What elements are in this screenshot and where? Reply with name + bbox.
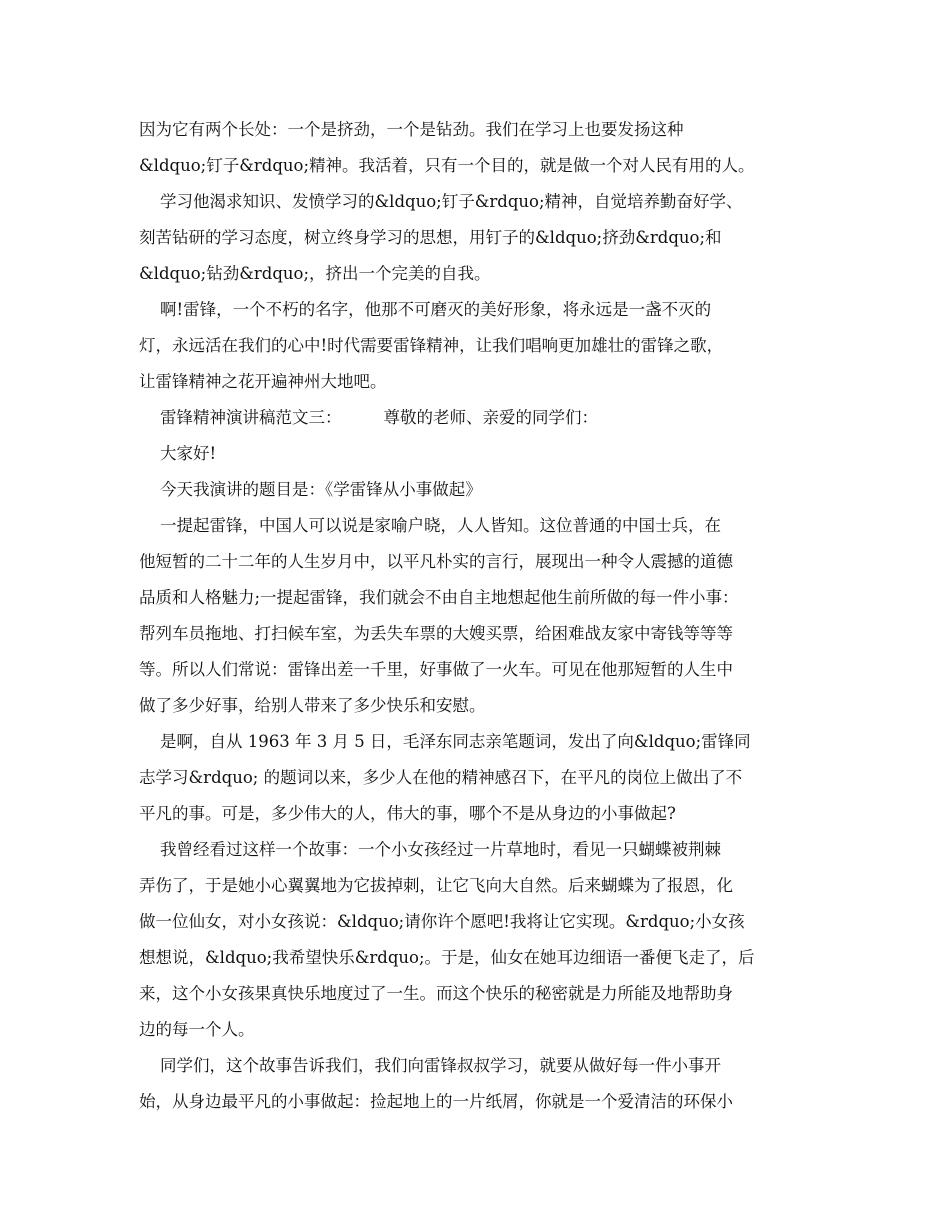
text-line: 刻苦钻研的学习态度，树立终身学习的思想，用钉子的&ldquo;挤劲&rdquo;和 [139,228,722,247]
text-line: 想想说，&ldquo;我希望快乐&rdquo;。于是，仙女在她耳边细语一番便飞走了，后 [139,948,755,967]
text-line: 我曾经看过这样一个故事：一个小女孩经过一片草地时，看见一只蝴蝶被荆棘 [139,840,721,859]
text-line: 品质和人格魅力;一提起雷锋，我们就会不由自主地想起他生前所做的每一件小事： [139,588,739,607]
text-line: 来，这个小女孩果真快乐地度过了一生。而这个快乐的秘密就是力所能及地帮助身 [139,984,733,1003]
text-line: 今天我演讲的题目是：《学雷锋从小事做起》 [139,480,482,499]
text-line: 雷锋精神演讲稿范文三： 尊敬的老师、亲爱的同学们： [139,408,598,427]
text-line: 同学们，这个故事告诉我们，我们向雷锋叔叔学习，就要从做好每一件小事开 [139,1056,721,1075]
text-line: 志学习&rdquo; 的题词以来，多少人在他的精神感召下，在平凡的岗位上做出了不 [139,768,743,787]
text-line: 弄伤了，于是她小心翼翼地为它拔掉刺，让它飞向大自然。后来蝴蝶为了报恩，化 [139,876,733,895]
text-line: 大家好! [139,444,217,463]
text-line: 他短暂的二十二年的人生岁月中，以平凡朴实的言行，展现出一种令人震撼的道德 [139,552,733,571]
text-line: 因为它有两个长处：一个是挤劲，一个是钻劲。我们在学习上也要发扬这种 [139,120,684,139]
text-line: 平凡的事。可是，多少伟大的人，伟大的事，哪个不是从身边的小事做起? [139,804,676,823]
text-line: 灯，永远活在我们的心中!时代需要雷锋精神，让我们唱响更加雄壮的雷锋之歌， [139,336,724,355]
text-line: &ldquo;钉子&rdquo;精神。我活着，只有一个目的，就是做一个对人民有用的人。 [139,156,755,175]
text-line: 等。所以人们常说：雷锋出差一千里，好事做了一火车。可见在他那短暂的人生中 [139,660,733,679]
text-line: 学习他渴求知识、发愤学习的&ldquo;钉子&rdquo;精神，自觉培养勤奋好学、 [139,192,743,211]
text-line: 始，从身边最平凡的小事做起：捡起地上的一片纸屑，你就是一个爱清洁的环保小 [139,1092,733,1111]
text-line: 让雷锋精神之花开遍神州大地吧。 [139,372,387,391]
text-line: 边的每一个人。 [139,1020,255,1039]
text-line: 一提起雷锋，中国人可以说是家喻户晓，人人皆知。这位普通的中国士兵，在 [139,516,721,535]
text-line: &ldquo;钻劲&rdquo;，挤出一个完美的自我。 [139,264,491,283]
document-body [139,112,811,1120]
text-line: 做一位仙女，对小女孩说：&ldquo;请你许个愿吧!我将让它实现。&rdquo;小女孩 [139,912,745,931]
text-line: 是啊，自从 1963 年 3 月 5 日，毛泽东同志亲笔题词，发出了向&ldquo;雷锋同 [139,732,751,751]
text-line: 做了多少好事，给别人带来了多少快乐和安慰。 [139,696,486,715]
text-line: 帮列车员拖地、打扫候车室，为丢失车票的大嫂买票，给困难战友家中寄钱等等等 [139,624,733,643]
text-line: 啊!雷锋，一个不朽的名字，他那不可磨灭的美好形象，将永远是一盏不灭的 [139,300,712,319]
